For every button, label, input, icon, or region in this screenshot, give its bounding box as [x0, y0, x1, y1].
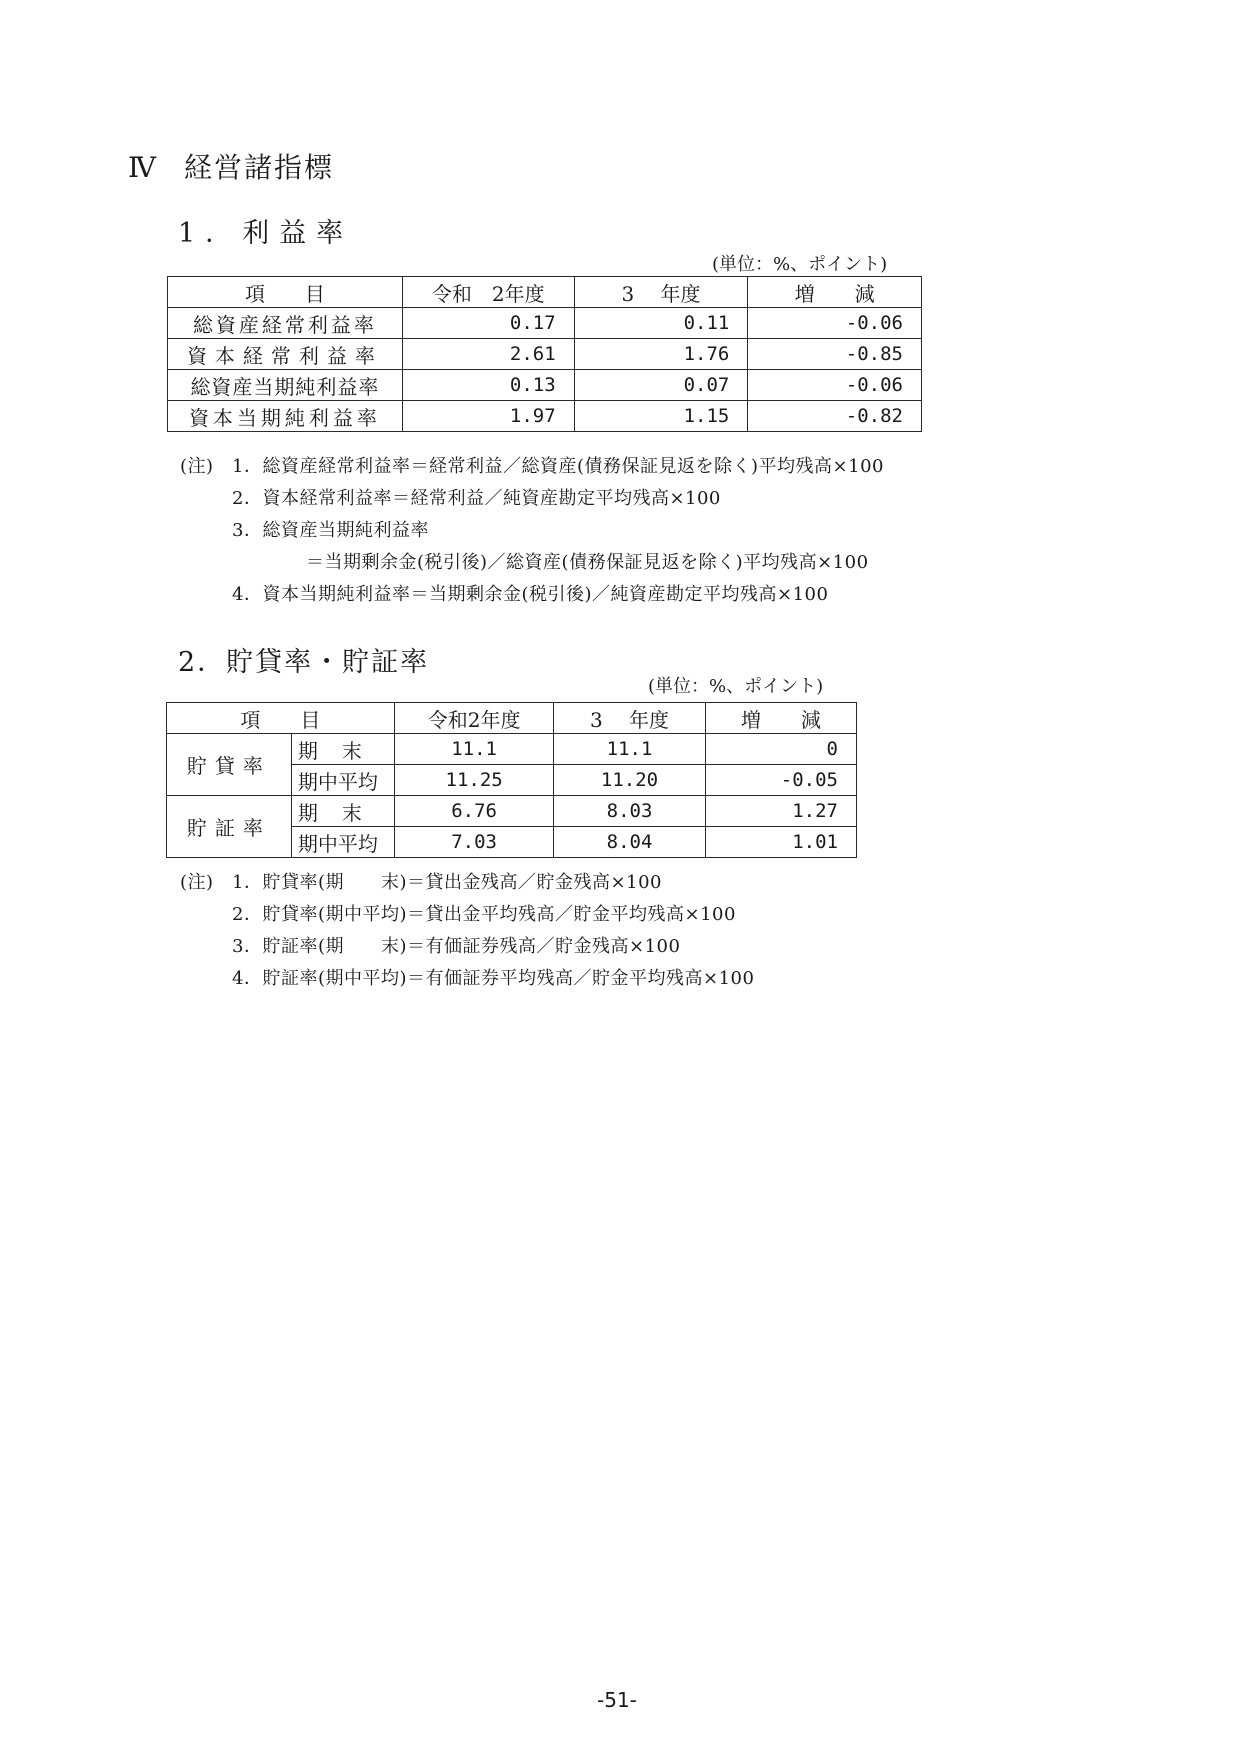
row-item: 総資産当期純利益率	[168, 370, 403, 401]
table-header-row	[168, 277, 922, 308]
note-line: (注) 1．総資産経常利益率＝経常利益／総資産(債務保証見返を除く)平均残高×100	[180, 456, 884, 477]
table-row	[168, 370, 922, 401]
group-securities-deposit-ratio: 貯証率	[167, 796, 292, 858]
header-diff: 増 減	[748, 277, 922, 308]
note-line: 4．貯証率(期中平均)＝有価証券平均残高／貯金平均残高×100	[232, 968, 755, 989]
row-sub: 期中平均	[291, 765, 394, 796]
table-header-row	[167, 703, 857, 734]
row-r2: 0.17	[402, 308, 574, 339]
note-line: 2．貯貸率(期中平均)＝貸出金平均残高／貯金平均残高×100	[232, 904, 736, 925]
row-diff: -0.06	[748, 370, 922, 401]
header-item: 項 目	[168, 277, 403, 308]
row-diff: -0.82	[748, 401, 922, 432]
page-number: -51-	[597, 1688, 637, 1712]
table-row	[167, 796, 857, 827]
row-r3: 0.07	[574, 370, 748, 401]
row-r2: 1.97	[402, 401, 574, 432]
row-r2: 7.03	[394, 827, 554, 858]
row-r3: 11.20	[554, 765, 705, 796]
header-r2: 令和2年度	[394, 703, 554, 734]
table-row	[168, 308, 922, 339]
row-diff: 0	[705, 734, 856, 765]
chapter-number: Ⅳ	[128, 151, 158, 184]
row-diff: 1.01	[705, 827, 856, 858]
row-item: 資本当期純利益率	[168, 401, 403, 432]
section2-title: 2．貯貸率・貯証率	[178, 647, 430, 678]
row-diff: -0.85	[748, 339, 922, 370]
row-r2: 11.1	[394, 734, 554, 765]
row-r2: 0.13	[402, 370, 574, 401]
row-diff: 1.27	[705, 796, 856, 827]
row-r3: 11.1	[554, 734, 705, 765]
row-sub: 期末	[291, 796, 394, 827]
row-r3: 0.11	[574, 308, 748, 339]
row-r2: 11.25	[394, 765, 554, 796]
row-r2: 6.76	[394, 796, 554, 827]
row-diff: -0.05	[705, 765, 856, 796]
row-r3: 8.03	[554, 796, 705, 827]
row-item: 総資産経常利益率	[168, 308, 403, 339]
note-line: 2．資本経常利益率＝経常利益／純資産勘定平均残高×100	[232, 488, 721, 509]
profit-ratio-table	[167, 276, 922, 432]
note-line: 3．貯証率(期 末)＝有価証券残高／貯金残高×100	[232, 936, 681, 957]
header-diff: 増 減	[705, 703, 856, 734]
note-line: ＝当期剰余金(税引後)／総資産(債務保証見返を除く)平均残高×100	[306, 552, 869, 573]
section1-unit: (単位：%、ポイント)	[712, 254, 888, 275]
row-r3: 1.76	[574, 339, 748, 370]
chapter-title	[128, 146, 334, 186]
note-line: 3．総資産当期純利益率	[232, 520, 429, 541]
deposit-ratio-table	[166, 702, 857, 858]
row-item: 資本経常利益率	[168, 339, 403, 370]
row-sub: 期中平均	[291, 827, 394, 858]
row-sub: 期末	[291, 734, 394, 765]
section2-unit: (単位：%、ポイント)	[648, 676, 824, 697]
note-line: (注) 1．貯貸率(期 末)＝貸出金残高／貯金残高×100	[180, 872, 662, 893]
note-line: 4．資本当期純利益率＝当期剰余金(税引後)／純資産勘定平均残高×100	[232, 584, 829, 605]
header-item: 項 目	[167, 703, 395, 734]
table-row	[167, 734, 857, 765]
row-diff: -0.06	[748, 308, 922, 339]
row-r3: 8.04	[554, 827, 705, 858]
row-r2: 2.61	[402, 339, 574, 370]
section1-title: 1．利益率	[178, 218, 354, 249]
table-row	[168, 401, 922, 432]
chapter-title-text: 経営諸指標	[183, 151, 334, 184]
header-r3: 3 年度	[574, 277, 748, 308]
header-r3: 3 年度	[554, 703, 705, 734]
row-r3: 1.15	[574, 401, 748, 432]
table-row	[168, 339, 922, 370]
header-r2: 令和 2年度	[402, 277, 574, 308]
group-loan-deposit-ratio: 貯貸率	[167, 734, 292, 796]
